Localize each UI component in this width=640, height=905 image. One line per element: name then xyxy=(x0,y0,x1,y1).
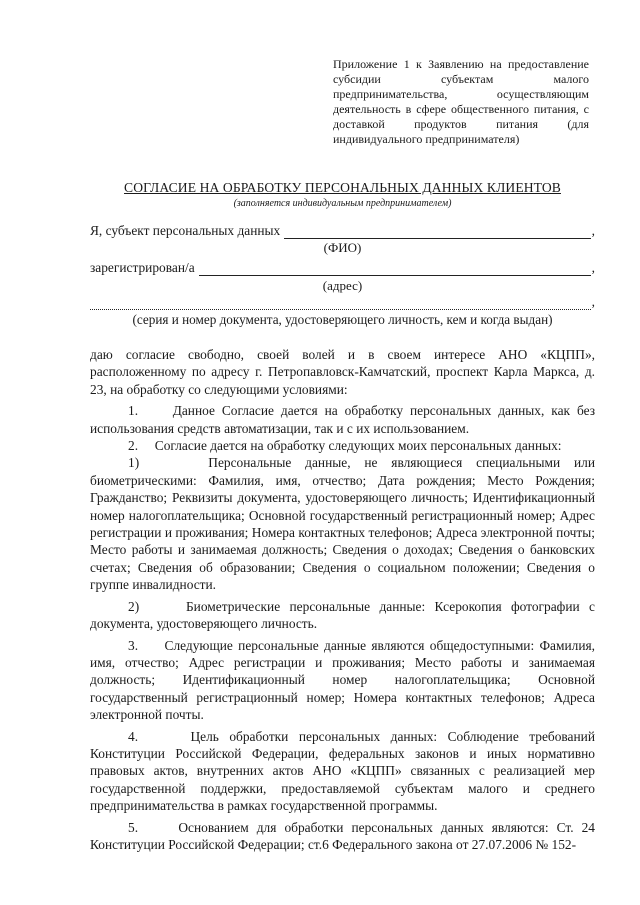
clause-5: 5. Основанием для обработки персональных данных являются: Ст. 24 Конституции Российской Федерации; ст.6 Федерального закона от 27.07.2006 № 152- xyxy=(90,819,595,852)
document-title: СОГЛАСИЕ НА ОБРАБОТКУ ПЕРСОНАЛЬНЫХ ДАННЫХ КЛИЕНТОВ xyxy=(124,180,561,195)
document-row xyxy=(90,292,595,310)
appendix-note: Приложение 1 к Заявлению на предоставление субсидии субъектам малого предпринимательства, осуществляющим деятельность в сфере общественного питания, с доставкой продуктов питания (для индивидуального предпринимателя) xyxy=(333,57,589,146)
address-hint: (адрес) xyxy=(322,278,363,293)
clause-2: 2. Согласие дается на обработку следующих моих персональных данных: xyxy=(128,438,562,454)
address-field[interactable] xyxy=(199,262,591,276)
subject-label: Я, субъект персональных данных xyxy=(90,223,281,238)
consent-body xyxy=(90,346,595,853)
fio-field[interactable] xyxy=(284,225,590,239)
registered-label: зарегистрирован/а xyxy=(90,260,195,275)
clause-3: 3. Следующие персональные данные являются общедоступными: Фамилия, имя, отчество; Адрес регистрации и проживания; Место работы и занимаемая должность; Идентификационный номер налогоплательщика; Основной государственный регистрационный номер; Номера контактных телефонов; Адреса электронной почты. xyxy=(90,637,595,723)
fio-comma: , xyxy=(591,223,595,238)
address-comma: , xyxy=(591,260,595,275)
fio-hint: (ФИО) xyxy=(323,240,362,255)
subject-name-row xyxy=(90,221,595,239)
clause-2-1: 1) Персональные данные, не являющиеся специальными или биометрическими: Фамилия, имя, отчество; Дата рождения; Место Рождения; Гражданство; Реквизиты документа, удостоверяющего личность; Идентификационный номер налогоплательщика; Основной государственный регистрационный номер; Адрес регистрации и проживания; Номера контактных телефонов; Адреса электронной почты; Место работы и занимаемая должность; Сведения о доходах; Сведения о банковских счетах; Сведения об образовании; Сведения о социальном положении; Сведения о группе инвалидности. xyxy=(90,455,595,593)
document-field[interactable] xyxy=(90,296,591,310)
document-comma: , xyxy=(591,294,595,309)
clause-1: 1. Данное Согласие дается на обработку персональных данных, как без использования средств автоматизации, так и с их использованием. xyxy=(90,403,595,436)
address-row xyxy=(90,258,595,276)
document-subtitle: (заполняется индивидуальным предпринимателем) xyxy=(233,198,452,209)
consent-intro: даю согласие свободно, своей волей и в своем интересе АНО «КЦПП», расположенному по адресу г. Петропавловск-Камчатский, проспект Карла Маркса, д. 23, на обработку со следующими условиями: xyxy=(90,347,595,397)
clause-4: 4. Цель обработки персональных данных: Соблюдение требований Конституции Российской Федерации, федеральных законов и иных нормативно правовых актов, внутренних актов АНО «КЦПП» связанных с реализацией мер государственной поддержки, предоставляемой субъектам малого и среднего предпринимательства в рамках государственной программы. xyxy=(90,728,595,814)
clause-2-2: 2) Биометрические персональные данные: Ксерокопия фотографии с документа, удостоверяющего личность. xyxy=(90,598,595,632)
document-hint: (серия и номер документа, удостоверяющего личность, кем и когда выдан) xyxy=(132,312,553,327)
